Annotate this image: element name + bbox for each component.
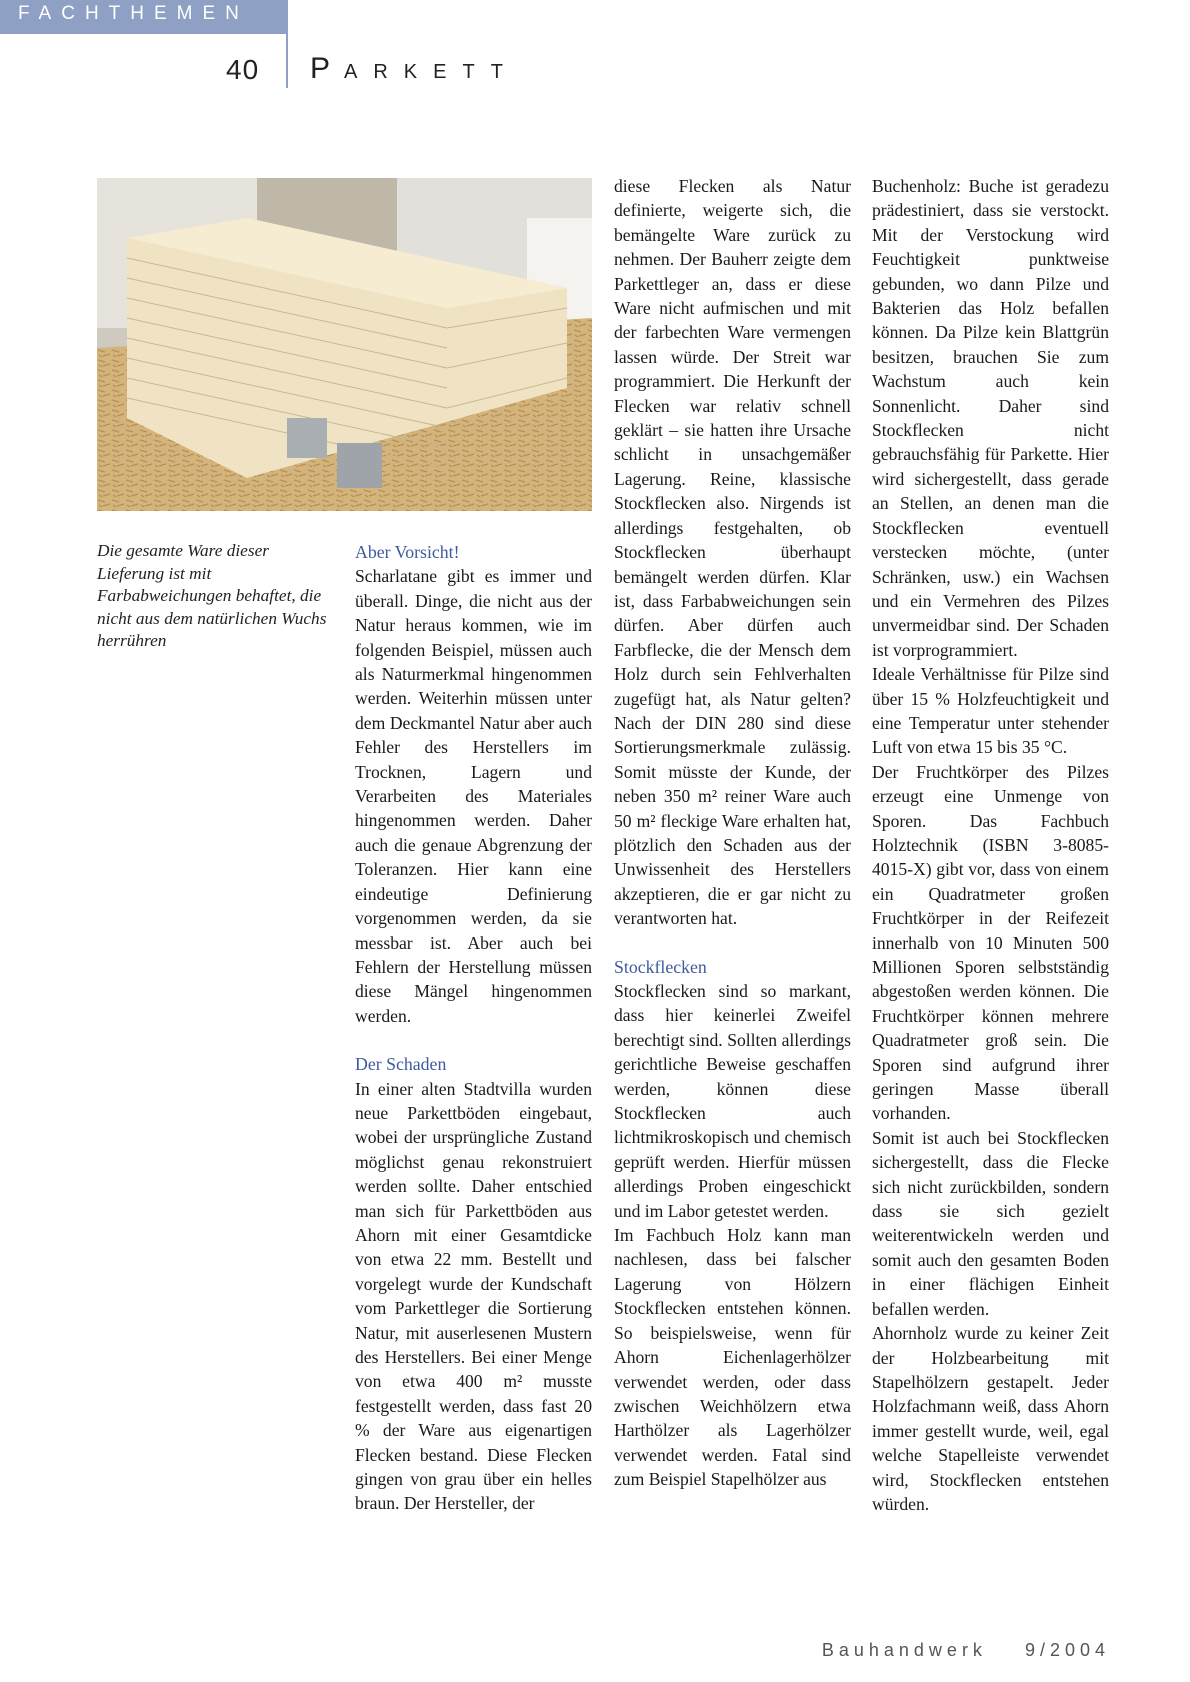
paragraph: Buchenholz: Buche ist geradezu prädestiniert, dass sie verstockt. Mit der Verstockung wird Feuchtigkeit punktweise gebunden, wo dann Pilze und Bakterien das Holz befallen können. Da Pilze kein Blattgrün besitzen, brauchen Sie zum Wachstum auch kein Sonnenlicht. Daher sind Stockflecken nicht gebrauchsfähig für Parkette. Hier wird sichergestellt, dass gerade an Stellen, an denen man die Stockflecken eventuell verstecken möchte, (unter Schränken, usw.) ein Wachsen und ein Vermehren des Pilzes unvermeidbar sind. Der Schaden ist vorprogrammiert. [872, 176, 1109, 660]
paragraph: Ahornholz wurde zu keiner Zeit der Holzbearbeitung mit Stapelhölzern gestapelt. Jeder Holzfachmann weiß, dass Ahorn immer gestellt wurde, weil, egal welche Stapelleiste verwendet wird, Stockflecken entstehen würden. [872, 1323, 1109, 1514]
rubric-title: PARKETT [310, 52, 519, 85]
magazine-name: Bauhandwerk [821, 1640, 987, 1660]
header-divider [286, 0, 288, 88]
paragraph: Somit ist auch bei Stockflecken sichergestellt, dass die Flecke sich nicht zurückbilden, sondern dass sie sich gezielt weiterentwickeln werden und somit auch den gesamten Boden in einer flächigen Einheit befallen werden. [872, 1127, 1109, 1319]
paragraph: Ideale Verhältnisse für Pilze sind über 15 % Holzfeuchtigkeit und eine Temperatur unter stehender Luft von etwa 15 bis 35 °C. [872, 664, 1109, 758]
paragraph: Scharlatane gibt es immer und überall. Dinge, die nicht aus der Natur heraus kommen, wie im folgenden Beispiel, müssen auch als Naturmerkmal hingenommen werden. Weiterhin müssen unter dem Deckmantel Natur aber auch Fehler des Herstellers im Trocknen, Lagern und Verarbeiten des Materiales hingenommen werden. Daher auch die genaue Abgrenzung der Toleranzen. Hier kann eine eindeutige Definierung vorgenommen werden, da sie messbar ist. Aber auch bei Fehlern der Herstellung müssen diese Mängel hingenommen werden. [355, 566, 592, 1026]
column-2 [614, 174, 851, 1492]
paragraph: Im Fachbuch Holz kann man nachlesen, dass bei falscher Lagerung von Hölzern Stockflecken entstehen können. So beispielsweise, wenn für Ahorn Eichenlagerhölzer verwendet werden, oder dass zwischen Weichhölzern etwa Harthölzer als Lagerhölzer verwendet werden. Fatal sind zum Beispiel Stapelhölzer aus [614, 1225, 851, 1490]
section-bar [0, 0, 286, 34]
issue-number: 9/2004 [1024, 1640, 1110, 1660]
subheading-der-schaden: Der Schaden [355, 1054, 447, 1075]
paragraph: Der Fruchtkörper des Pilzes erzeugt eine Unmenge von Sporen. Das Fachbuch Holztechnik (ISBN 3-8085-4015-X) gibt vor, dass von einem ein Quadratmeter großen Fruchtkörper in der Reifezeit innerhalb von 10 Minuten 500 Millionen Sporen selbstständig abgestoßen werden können. Die Fruchtkörper können mehrere Quadratmeter groß sein. Die Sporen sind aufgrund ihrer geringen Masse überall vorhanden. [872, 761, 1109, 1124]
parquet-stack-photo [97, 178, 592, 511]
paragraph: Stockflecken sind so markant, dass hier keinerlei Zweifel berechtigt sind. Sollten allerdings gerichtliche Beweise geschaffen werden, können diese Stockflecken auch lichtmikroskopisch und chemisch geprüft werden. Hierfür müssen allerdings Proben eingeschickt und im Labor getestet werden. [614, 981, 851, 1221]
paragraph: In einer alten Stadtvilla wurden neue Parkettböden eingebaut, wobei der ursprüngliche Zustand möglichst genau rekonstruiert werden sollte. Daher entschied man sich für Parkettböden aus Ahorn mit einer Gesamtdicke von etwa 22 mm. Bestellt und vorgelegt wurde der Kundschaft vom Parkettleger die Sortierung Natur, mit auserlesenen Mustern des Herstellers. Bei einer Menge von etwa 400 m² musste festgestellt werden, dass fast 20 % der Ware aus eigenartigen Flecken bestand. Diese Flecken gingen von grau über ein helles braun. Der Hersteller, der [355, 1078, 592, 1514]
paragraph: diese Flecken als Natur definierte, weigerte sich, die bemängelte Ware zurück zu nehmen. Der Bauherr zeigte dem Parkettleger an, dass er diese Ware nicht aufmischen und mit der farbechten Ware vermengen lassen würde. Der Streit war programmiert. Die Herkunft der Flecken war relativ schnell geklärt – sie hatten ihre Ursache schlicht in unsachgemäßer Lagerung. Reine, klassische Stockflecken also. Nirgends ist allerdings festgehalten, ob Stockflecken überhaupt bemängelt werden dürfen. Klar ist, dass Farbabweichungen sein dürfen. Aber dürfen auch Farbflecke, die der Mensch dem Holz durch sein Fehlverhalten zugefügt hat, als Natur gelten? Nach der DIN 280 sind diese Sortierungsmerkmale zulässig. Somit müsste der Kunde, der neben 350 m² reiner Ware auch 50 m² fleckige Ware erhalten hat, plötzlich den Schaden aus der Unwissenheit des Herstellers akzeptieren, die er gar nicht zu verantworten hat. [614, 176, 851, 929]
column-3 [872, 174, 1109, 1516]
page-footer [822, 1640, 1110, 1661]
section-label: FACHTHEMEN [18, 3, 249, 24]
subheading-aber-vorsicht: Aber Vorsicht! [355, 542, 460, 562]
column-1 [355, 540, 592, 1516]
subheading-stockflecken: Stockflecken [614, 956, 707, 977]
photo-caption: Die gesamte Ware dieser Lieferung ist mit Farbabweichungen behaftet, die nicht aus dem natürlichen Wuchs herrühren [97, 541, 327, 650]
page-number: 40 [226, 54, 260, 85]
